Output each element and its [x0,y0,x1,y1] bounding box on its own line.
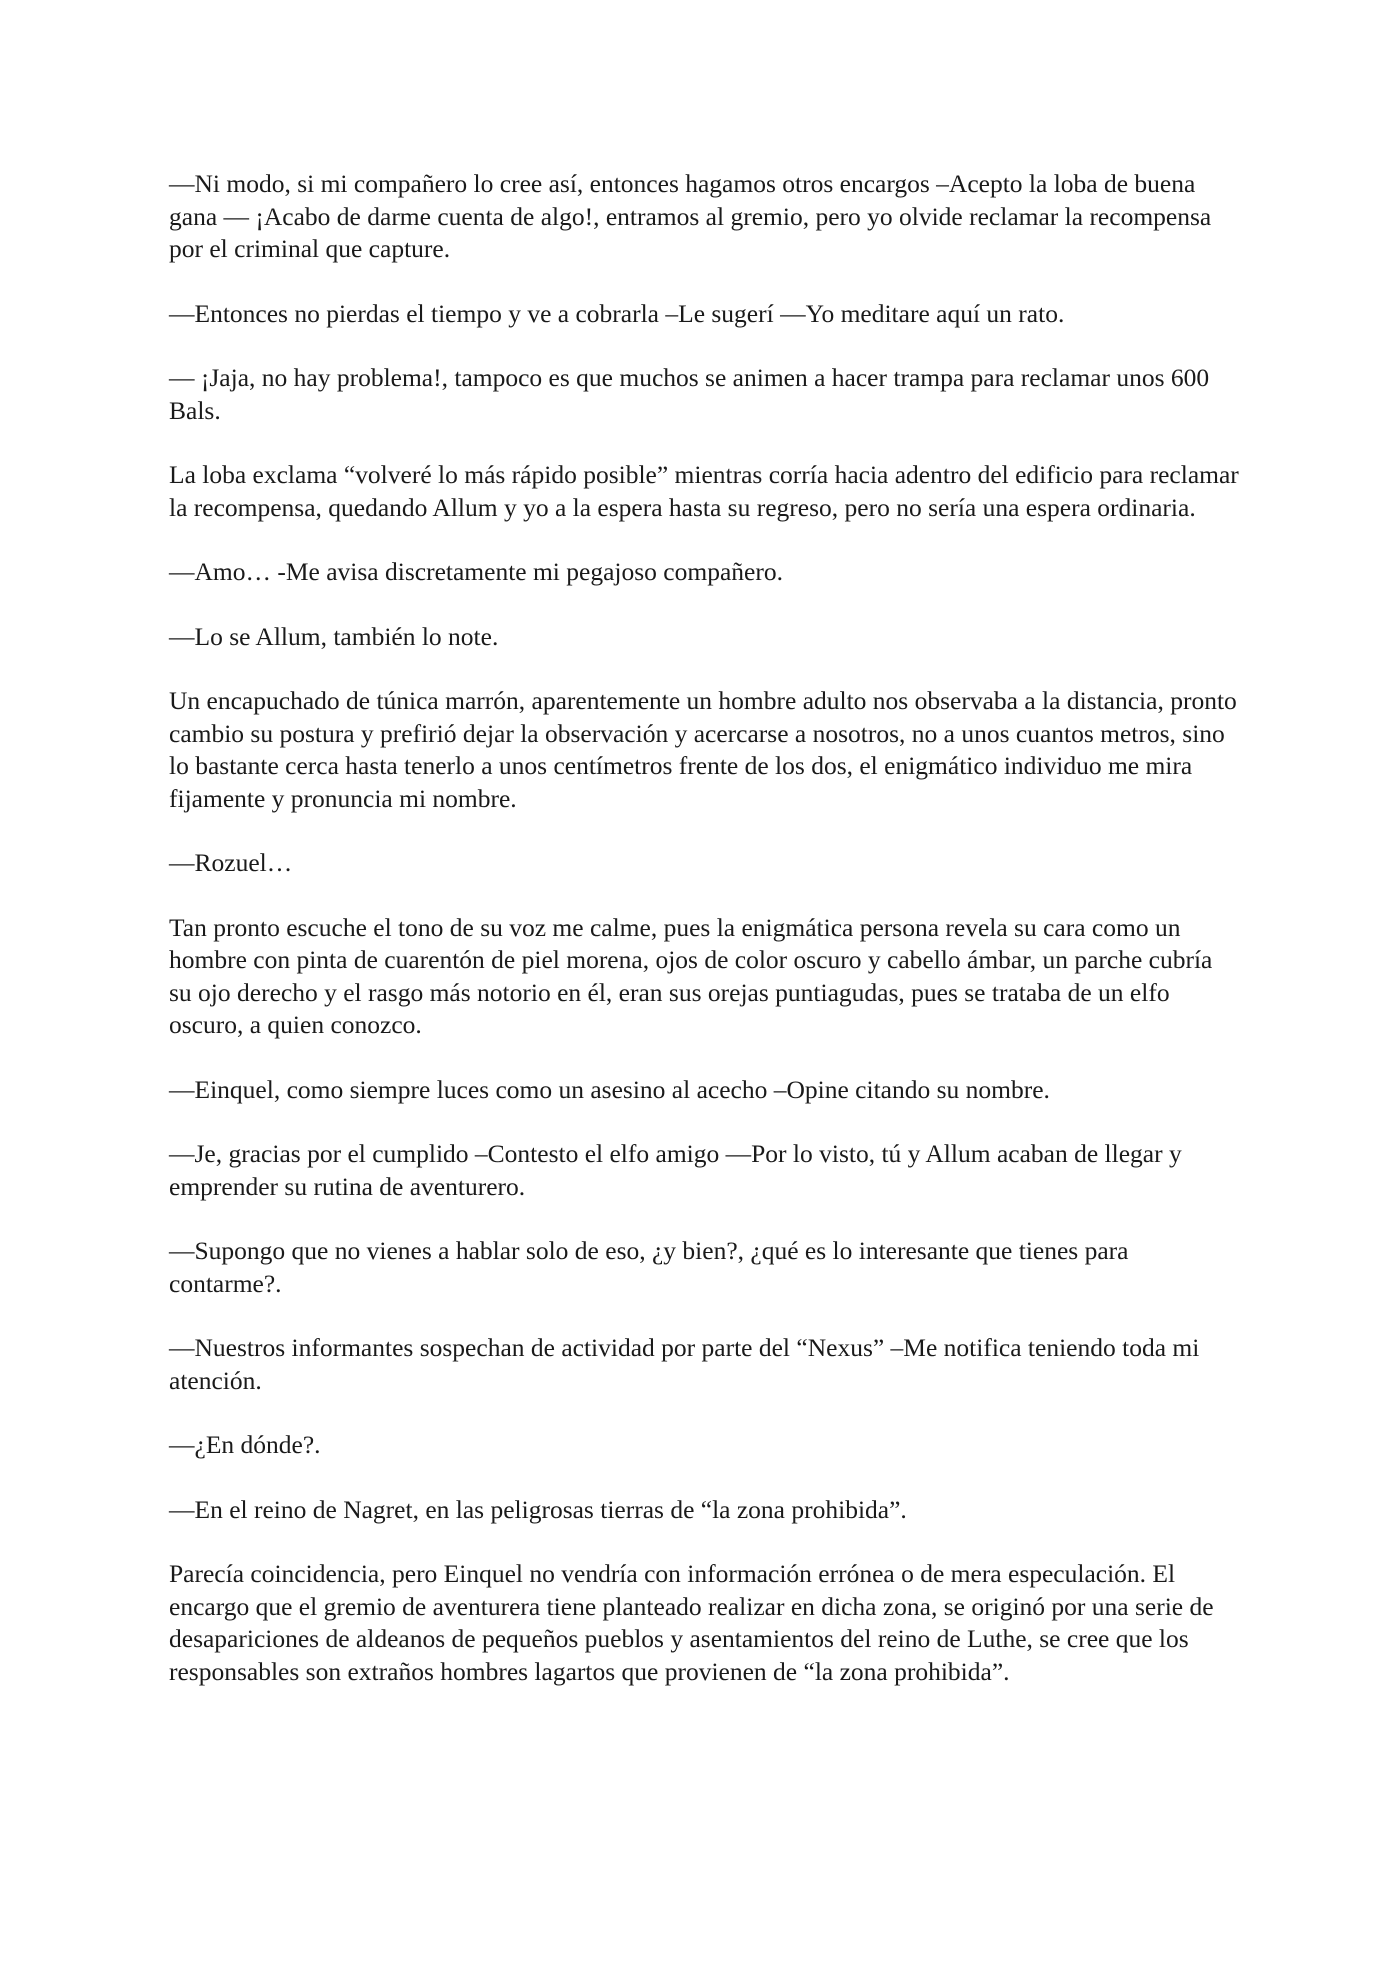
paragraph: —Ni modo, si mi compañero lo cree así, entonces hagamos otros encargos –Acepto la loba de buena gana — ¡Acabo de darme cuenta de algo!, entramos al gremio, pero yo olvide reclamar la recompensa por el criminal que capture. [169,169,1212,263]
paragraph: Un encapuchado de túnica marrón, aparentemente un hombre adulto nos observaba a la distancia, pronto cambio su postura y prefirió dejar la observación y acercarse a nosotros, no a unos cuantos metros, sino lo bastante cerca hasta tenerlo a unos centímetros frente de los dos, el enigmático individuo me mira fijamente y pronuncia mi nombre. [169,686,1237,813]
paragraph: — ¡Jaja, no hay problema!, tampoco es que muchos se animen a hacer trampa para reclamar unos 600 Bals. [169,363,1210,425]
paragraph: —En el reino de Nagret, en las peligrosas tierras de “la zona prohibida”. [169,1494,907,1524]
paragraph: —Lo se Allum, también lo note. [169,621,499,651]
paragraph: —Entonces no pierdas el tiempo y ve a cobrarla –Le sugerí —Yo meditare aquí un rato. [169,298,1065,328]
paragraph: —¿En dónde?. [169,1430,321,1459]
paragraph: —Einquel, como siempre luces como un asesino al acecho –Opine citando su nombre. [169,1074,1050,1104]
paragraph: —Nuestros informantes sospechan de actividad por parte del “Nexus” –Me notifica teniendo toda mi atención. [169,1333,1200,1395]
paragraph: Tan pronto escuche el tono de su voz me calme, pues la enigmática persona revela su cara como un hombre con pinta de cuarentón de piel morena, ojos de color oscuro y cabello ámbar, un parche cubría su ojo derecho y el rasgo más notorio en él, eran sus orejas puntiagudas, pues se trataba de un elfo oscuro, a quien conozco. [169,912,1213,1039]
paragraph: —Je, gracias por el cumplido –Contesto el elfo amigo —Por lo visto, tú y Allum acaban de llegar y emprender su rutina de aventurero. [169,1139,1182,1201]
paragraph: —Rozuel… [169,848,293,877]
paragraph: —Amo… -Me avisa discretamente mi pegajoso compañero. [169,557,783,586]
document-body [169,168,1239,1720]
paragraph: La loba exclama “volveré lo más rápido posible” mientras corría hacia adentro del edificio para reclamar la recompensa, quedando Allum y yo a la espera hasta su regreso, pero no sería una espera ordinaria. [169,460,1239,522]
paragraph: Parecía coincidencia, pero Einquel no vendría con información errónea o de mera especulación. El encargo que el gremio de aventurera tiene planteado realizar en dicha zona, se originó por una serie de desapariciones de aldeanos de pequeños pueblos y asentamientos del reino de Luthe, se cree que los responsables son extraños hombres lagartos que provienen de “la zona prohibida”. [169,1559,1214,1686]
paragraph: —Supongo que no vienes a hablar solo de eso, ¿y bien?, ¿qué es lo interesante que tienes para contarme?. [169,1236,1129,1298]
